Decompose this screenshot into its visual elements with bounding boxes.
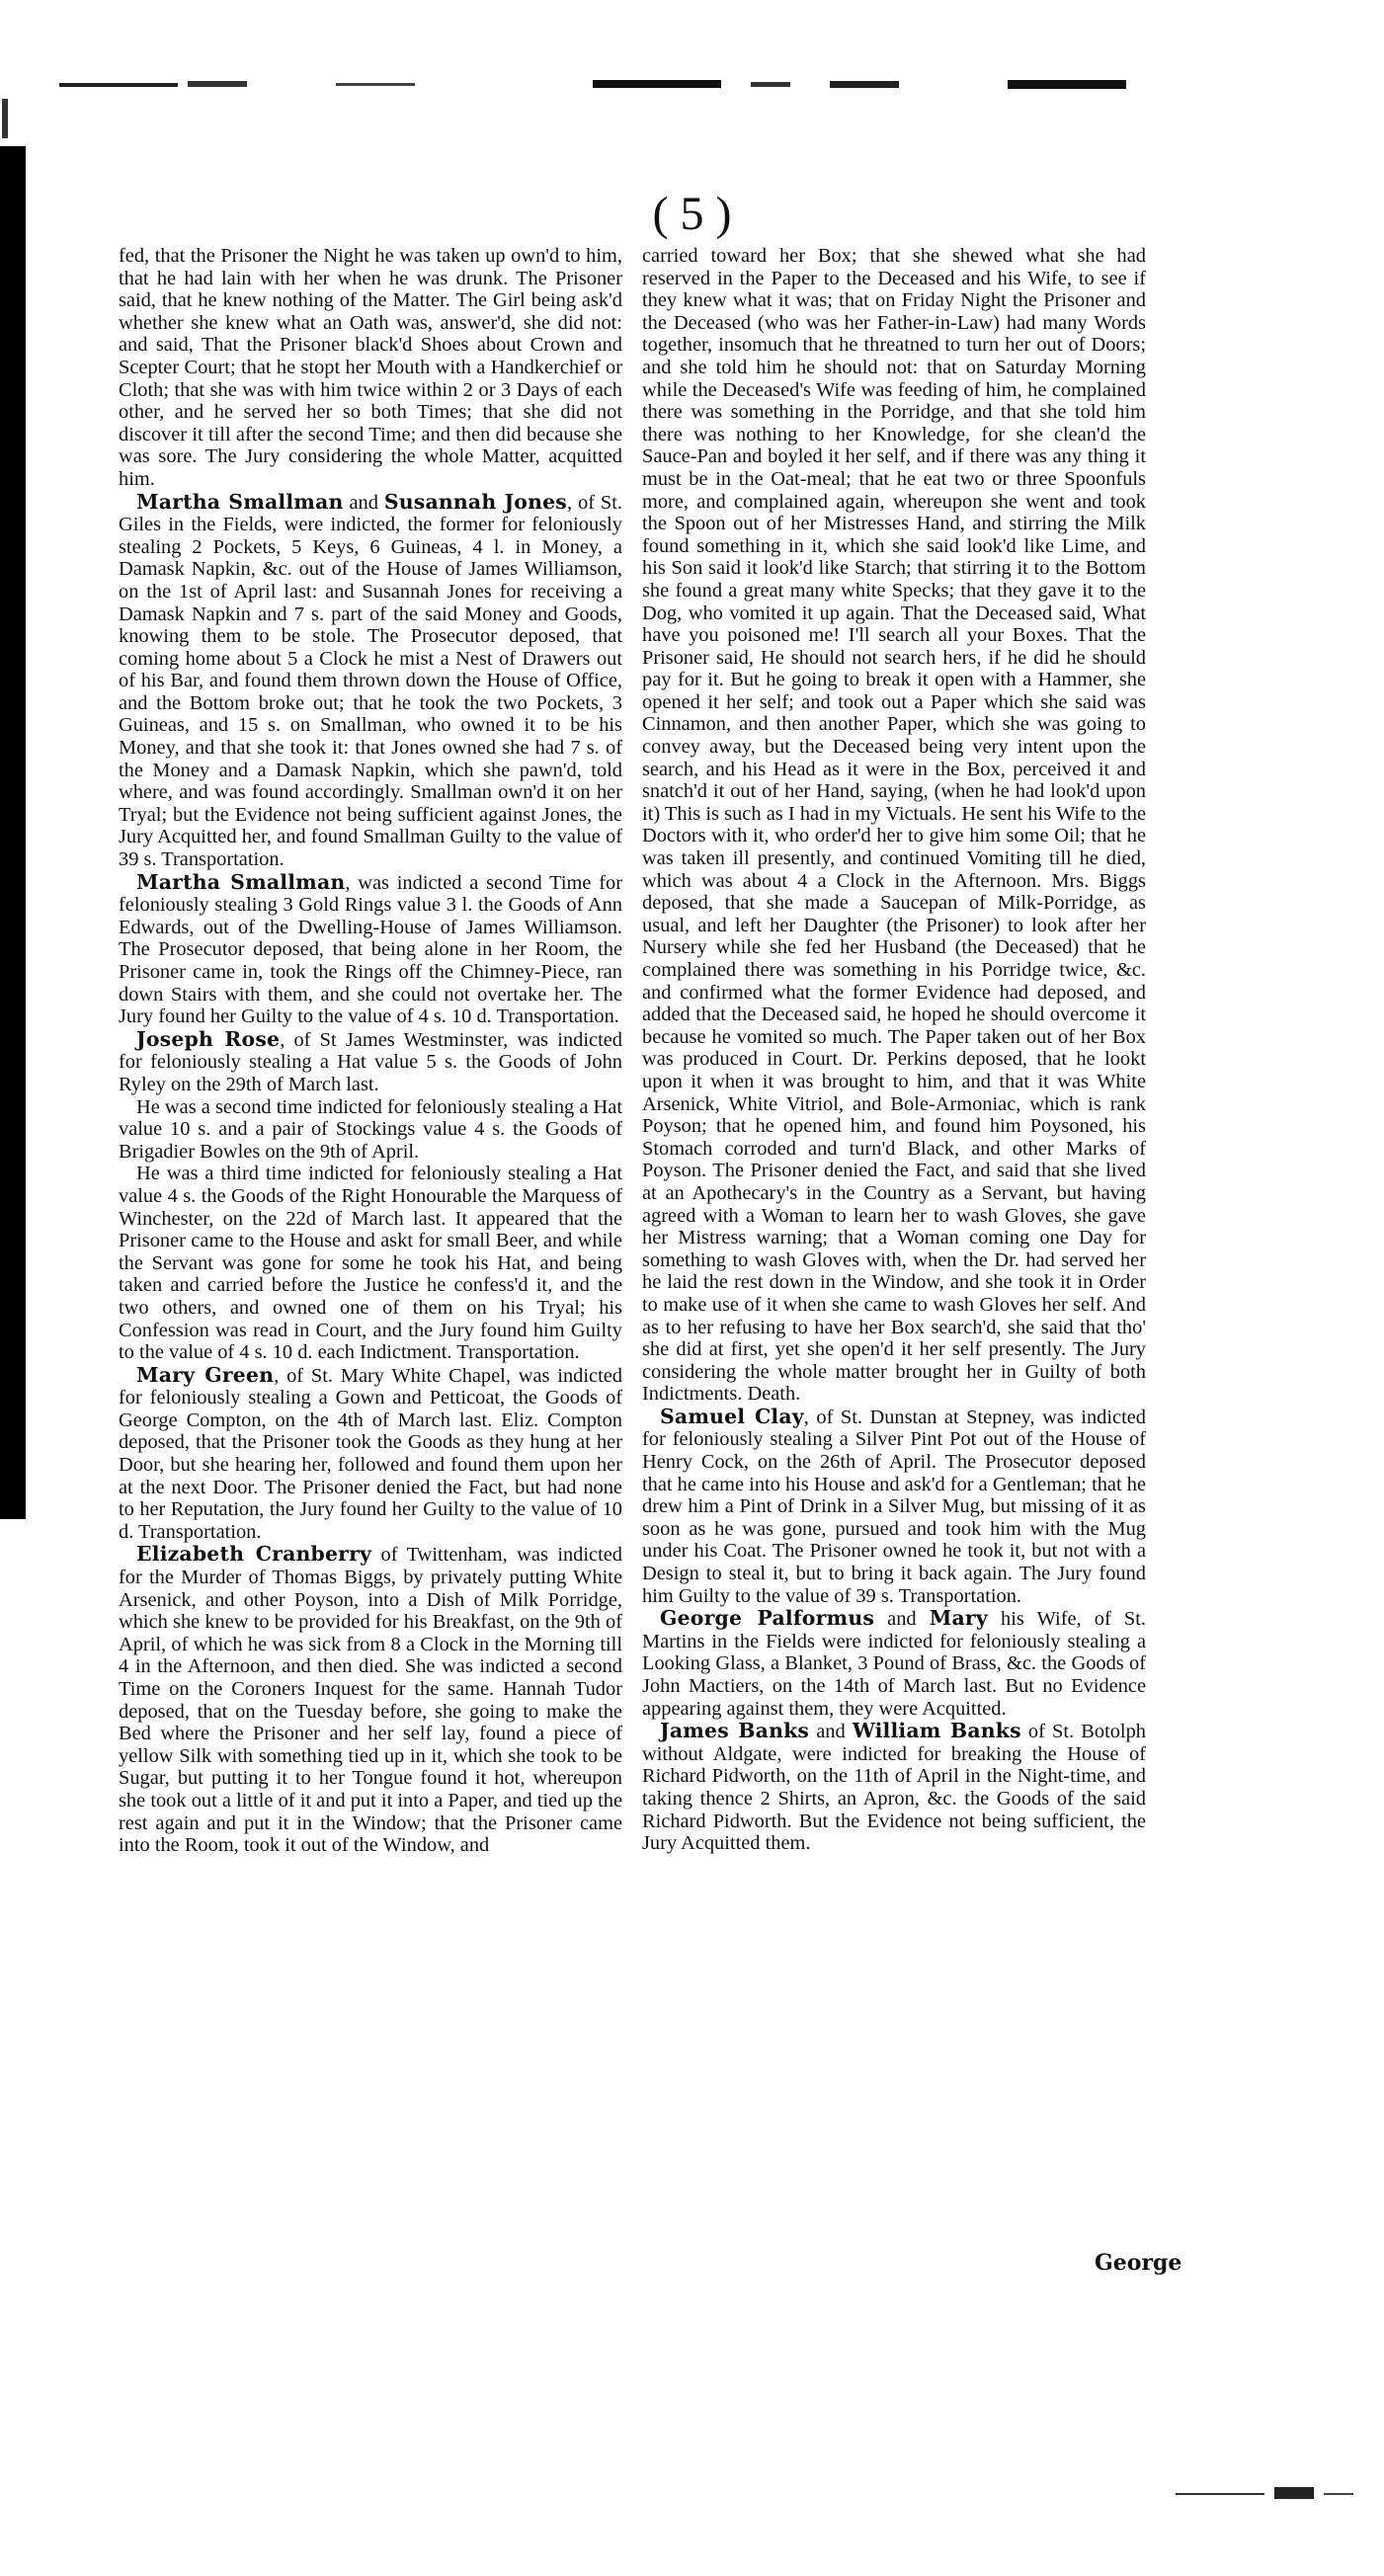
defendant-name: Mary Green [136,1362,275,1387]
page-number: ( 5 ) [652,188,732,240]
defendant-name: William Banks [852,1719,1021,1743]
case-text: , of St James Westminster, was indicted for feloniously stealing a Hat value 5 s. the Goods of John Ryley on the 29th of March last. [119,1028,622,1095]
case-paragraph [642,1720,1146,1855]
text-paragraph: fed, that the Prisoner the Night he was taken up own'd to him, that he had lain with her when he was drunk. The Prisoner said, that he knew nothing of the Matter. The Girl being ask'd whether she knew what an Oath was, answer'd, she did not: and said, That the Prisoner black'd Shoes about Crown and Scepter Court; that he stopt her Mouth with a Handkerchief or Cloth; that she was with him twice within 2 or 3 Days of each other, and he served her so both Times; that she did not discover it till after the second Time; and then did because she was sore. The Jury considering the whole Matter, acquitted him. [119,245,622,490]
case-text: and [809,1721,853,1743]
scan-binding-bar [0,146,26,1519]
case-text: of St. Botolph without Aldgate, were indicted for breaking the House of Richard Pidworth, on the 11th of April in the Night-time, and taking thence 2 Shirts, an Apron, &c. the Goods of the said Richard Pidworth. But the Evidence not being sufficient, the Jury Acquitted them. [642,1721,1146,1855]
defendant-name: Susannah Jones [383,489,567,514]
case-paragraph [642,1607,1146,1720]
defendant-name: Martha Smallman [136,869,346,894]
case-paragraph [642,1406,1146,1607]
left-column [119,245,622,1857]
case-text: and [343,491,384,514]
case-paragraph [119,491,622,871]
text-paragraph: He was a second time indicted for feloniously stealing a Hat value 10 s. and a pair of Stockings value 4 s. the Goods of Brigadier Bowles on the 9th of April. [119,1095,622,1163]
case-paragraph [119,1028,622,1096]
scan-edge-mark [2,99,8,138]
case-text: , of St. Giles in the Fields, were indicted, the former for feloniously stealing 2 Pockets, 5 Keys, 6 Guineas, 4 l. in Money, a Damask Napkin, &c. out of the House of James Williamson, on the 1st of April last: and Susannah Jones for receiving a Damask Napkin and 7 s. part of the said Money and Goods, knowing them to be stole. The Prosecutor deposed, that coming home about 5 a Clock he mist a Nest of Drawers out of his Bar, and found them thrown down the House of Office, and the Bottom broke out; that he took the two Pockets, 3 Guineas, and 15 s. on Smallman, who owned it to be his Money, and that she took it: that Jones owned she had 7 s. of the Money and a Damask Napkin, which she pawn'd, told where, and was found accordingly. Smallman own'd it on her Tryal; but the Evidence not being sufficient against Jones, the Jury Acquitted her, and found Smallman Guilty to the value of 39 s. Transportation. [119,491,623,871]
defendant-name: Mary [929,1606,988,1631]
case-text: , of St. Mary White Chapel, was indicted for feloniously stealing a Gown and Petticoat, the Goods of George Compton, on the 4th of March last. Eliz. Compton deposed, that the Prisoner took the Goods as they hung at her Door, but she hearing her, followed and found them upon her at the next Door. The Prisoner denied the Fact, but had none to her Reputation, the Jury found her Guilty to the value of 10 d. Transportation. [119,1364,622,1543]
defendant-name: George Palformus [660,1606,875,1631]
defendant-name: James Banks [660,1719,810,1743]
case-paragraph [119,871,622,1028]
defendant-name: Joseph Rose [136,1026,281,1051]
right-column [642,245,1146,1855]
case-paragraph [119,1543,622,1856]
case-text: , was indicted a second Time for feloniously stealing 3 Gold Rings value 3 l. the Goods of Ann Edwards, out of the Dwelling-House of James Williamson. The Prosecutor deposed, that being alone in her Room, the Prisoner came in, took the Rings off the Chimney-Piece, ran down Stairs with them, and she could not overtake her. The Jury found her Guilty to the value of 4 s. 10 d. Transportation. [119,871,622,1028]
text-paragraph: carried toward her Box; that she shewed what she had reserved in the Paper to the Deceased and his Wife, to see if they knew what it was; that on Friday Night the Prisoner and the Deceased (who was her Father-in-Law) had many Words together, insomuch that he threatned to turn her out of Doors; and she told him he should not: that on Saturday Morning while the Deceased's Wife was feeding of him, he complained there was something in the Porridge, and that she told him there was nothing to her Knowledge, for she clean'd the Sauce-Pan and boyled it her self, and if there was any thing it must be in the Oat-meal; that he eat two or three Spoonfuls more, and complained again, whereupon she went and took the Spoon out of her Mistresses Hand, and stirring the Milk found something in it, which she said look'd like Lime, and his Son said it look'd like Starch; that stirring it to the Bottom she found a great many white Specks; that they gave it to the Dog, who vomited it up again. That the Deceased said, What have you poisoned me! I'll search all your Boxes. That the Prisoner said, He should not search hers, if he did he should pay for it. But he going to break it open with a Hammer, she opened it her self; and took out a Paper which she said was Cinnamon, and then another Paper, which she was going to convey away, but the Deceased being very intent upon the search, and his Head as it were in the Box, perceived it and snatch'd it out of her Hand, saying, (when he had look'd upon it) This is such as I had in my Victuals. He sent his Wife to the Doctors with it, who order'd her to give him some Oil; that he was taken ill presently, and continued Vomiting till he died, which was about 4 a Clock in the Afternoon. Mrs. Biggs deposed, that she made a Saucepan of Milk-Porridge, as usual, and left her Daughter (the Prisoner) to look after her Nursery while she fed her Husband (the Deceased) that he complained there was something in his Porridge twice, &c. and confirmed what the former Evidence had deposed, and added that the Deceased said, he hoped he should overcome it because he vomited so much. The Paper taken out of her Box was produced in Court. Dr. Perkins deposed, that he lookt upon it when it was brought to him, and that it was White Arsenick, White Vitriol, and Bole-Armoniac, which is rank Poyson; that he opened him, and found him Poysoned, his Stomach corroded and turn'd Black, and other Marks of Poyson. The Prisoner denied the Fact, and said that she lived at an Apothecary's in the Country as a Servant, but having agreed with a Woman to learn her to wash Gloves, she gave her Mistress warning; that a Woman coming one Day for something to wash Gloves with, when the Dr. had served her he laid the rest down in the Window, and she took it in Order to make use of it when she came to wash Gloves her self. And as to her refusing to have her Box search'd, she said that tho' she did at first, yet she open'd it her self presently. The Jury considering the whole matter brought her in Guilty of both Indictments. Death. [642,245,1146,1406]
case-text: and [874,1608,930,1631]
case-text: of Twittenham, was indicted for the Murder of Thomas Biggs, by privately putting White Arsenick, and other Poyson, into a Dish of Milk Porridge, which she knew to be provided for his Breakfast, on the 9th of April, of which he was sick from 8 a Clock in the Morning till 4 in the Afternoon, and then died. She was indicted a second Time on the Coroners Inquest for the same. Hannah Tudor deposed, that on the Tuesday before, she going to make the Bed where the Prisoner and her self lay, found a piece of yellow Silk with something tied up in it, which she took to be Sugar, but putting it to her Tongue found it hot, whereupon she took out a little of it and put it into a Paper, and tied up the rest again and put it in the Window; that the Prisoner came into the Room, took it out of the Window, and [119,1544,622,1857]
text-paragraph: He was a third time indicted for feloniously stealing a Hat value 4 s. the Goods of the Right Honourable the Marquess of Winchester, on the 22d of March last. It appeared that the Prisoner came to the House and askt for small Beer, and while the Servant was gone for some he took his Hat, and being taken and carried before the Justice he confess'd it, and the two others, and owned one of them on his Tryal; his Confession was read in Court, and the Jury found him Guilty to the value of 4 s. 10 d. each Indictment. Transportation. [119,1163,622,1364]
case-text: his Wife, of St. Martins in the Fields were indicted for feloniously stealing a Looking Glass, a Blanket, 3 Pound of Brass, &c. the Goods of John Mactiers, on the 14th of March last. But no Evidence appearing against them, they were Acquitted. [642,1608,1146,1720]
defendant-name: Martha Smallman [136,489,344,514]
defendant-name: Elizabeth Cranberry [136,1542,372,1567]
case-paragraph [119,1364,622,1544]
case-text: , of St. Dunstan at Stepney, was indicted for feloniously stealing a Silver Pint Pot out of the House of Henry Cock, on the 26th of April. The Prosecutor deposed that he came into his House and ask'd for a Gentleman; that he drew him a Pint of Drink in a Silver Mug, but missing of it as soon as he was gone, pursued and took him with the Mug under his Coat. The Prisoner owned he took it, but not with a Design to steal it, but to bring it back again. The Jury found him Guilty to the value of 39 s. Transportation. [642,1406,1146,1607]
catchword: George [1095,2250,1182,2276]
bottom-margin-marks [1166,2479,1363,2509]
defendant-name: Samuel Clay [660,1404,804,1428]
top-margin-marks [40,77,1156,91]
